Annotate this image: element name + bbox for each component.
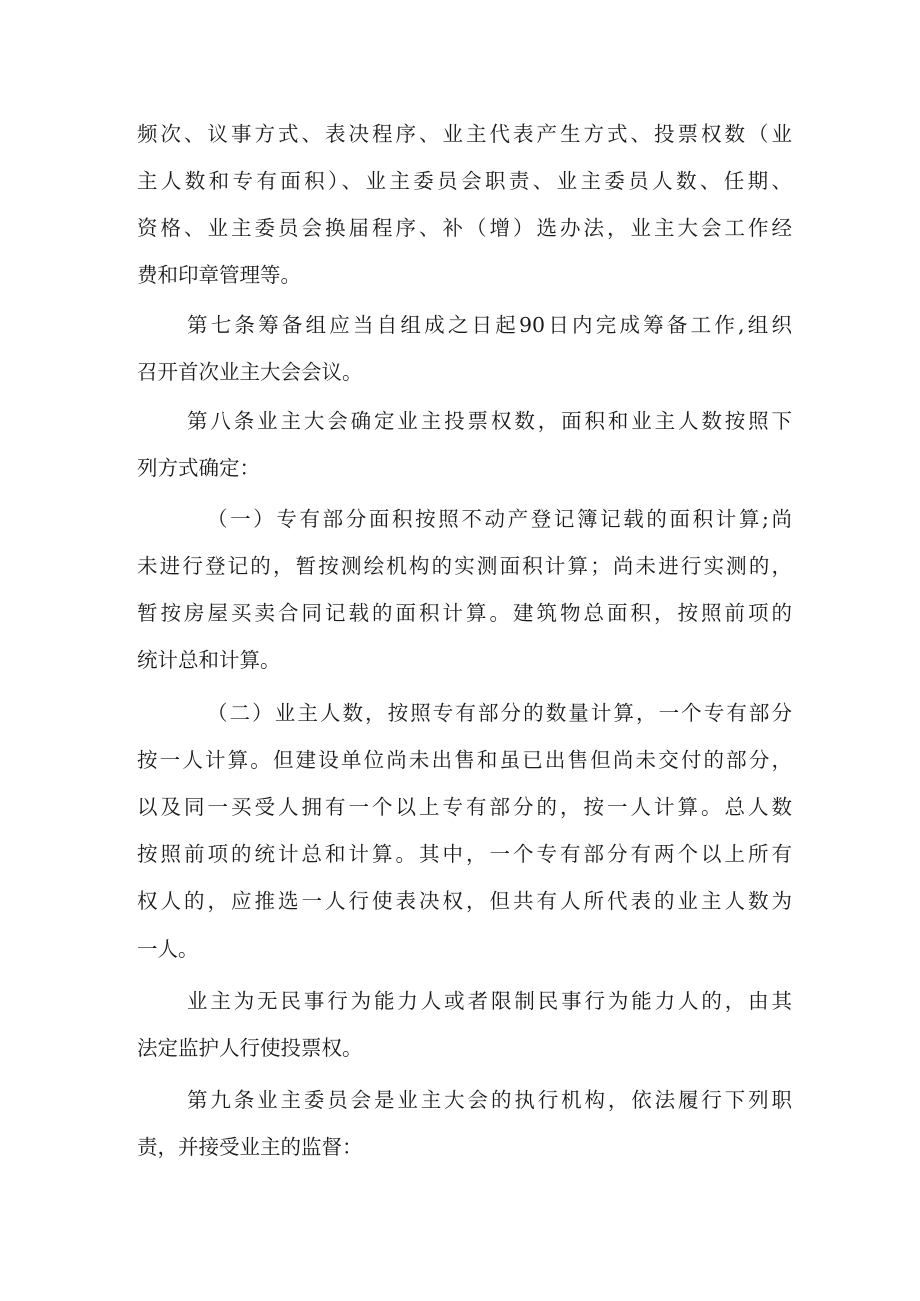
paragraph-line: 频次、议事方式、表决程序、业主代表产生方式、投票权数（业: [137, 122, 792, 146]
paragraph-line: 权人的，应推选一人行使表决权，但共有人所代表的业主人数为: [137, 889, 792, 913]
item-1-line: （一）专有部分面积按照不动产登记簿记载的面积计算;尚: [207, 507, 792, 531]
paragraph-line: 统计总和计算。: [137, 648, 281, 672]
paragraph-line: 暂按房屋买卖合同记载的面积计算。建筑物总面积，按照前项的: [137, 601, 792, 625]
paragraph-line: 以及同一买受人拥有一个以上专有部分的，按一人计算。总人数: [137, 795, 792, 819]
paragraph-line: 列方式确定：: [137, 456, 260, 480]
paragraph-line: 召开首次业主大会会议。: [137, 360, 363, 384]
paragraph-line: 责，并接受业主的监督：: [137, 1135, 363, 1159]
item-2-line: （二）业主人数，按照专有部分的数量计算，一个专有部分: [207, 701, 792, 725]
paragraph-line: 业主为无民事行为能力人或者限制民事行为能力人的，由其: [187, 989, 792, 1013]
paragraph-line: 按一人计算。但建设单位尚未出售和虽已出售但尚未交付的部分，: [137, 748, 792, 772]
article-8-line: 第八条业主大会确定业主投票权数，面积和业主人数按照下: [187, 409, 792, 433]
article-9-line: 第九条业主委员会是业主大会的执行机构，依法履行下列职: [187, 1088, 792, 1112]
paragraph-line: 一人。: [137, 937, 199, 961]
paragraph-line: 费和印章管理等。: [137, 263, 301, 287]
article-7-line: 第七条筹备组应当自组成之日起90日内完成筹备工作,组织: [187, 313, 792, 337]
paragraph-line: 资格、业主委员会换届程序、补（增）选办法，业主大会工作经: [137, 216, 792, 240]
paragraph-line: 按照前项的统计总和计算。其中，一个专有部分有两个以上所有: [137, 842, 792, 866]
paragraph-line: 法定监护人行使投票权。: [137, 1036, 363, 1060]
paragraph-line: 主人数和专有面积）、业主委员会职责、业主委员人数、任期、: [137, 169, 792, 193]
paragraph-line: 未进行登记的，暂按测绘机构的实测面积计算；尚未进行实测的，: [137, 554, 792, 578]
